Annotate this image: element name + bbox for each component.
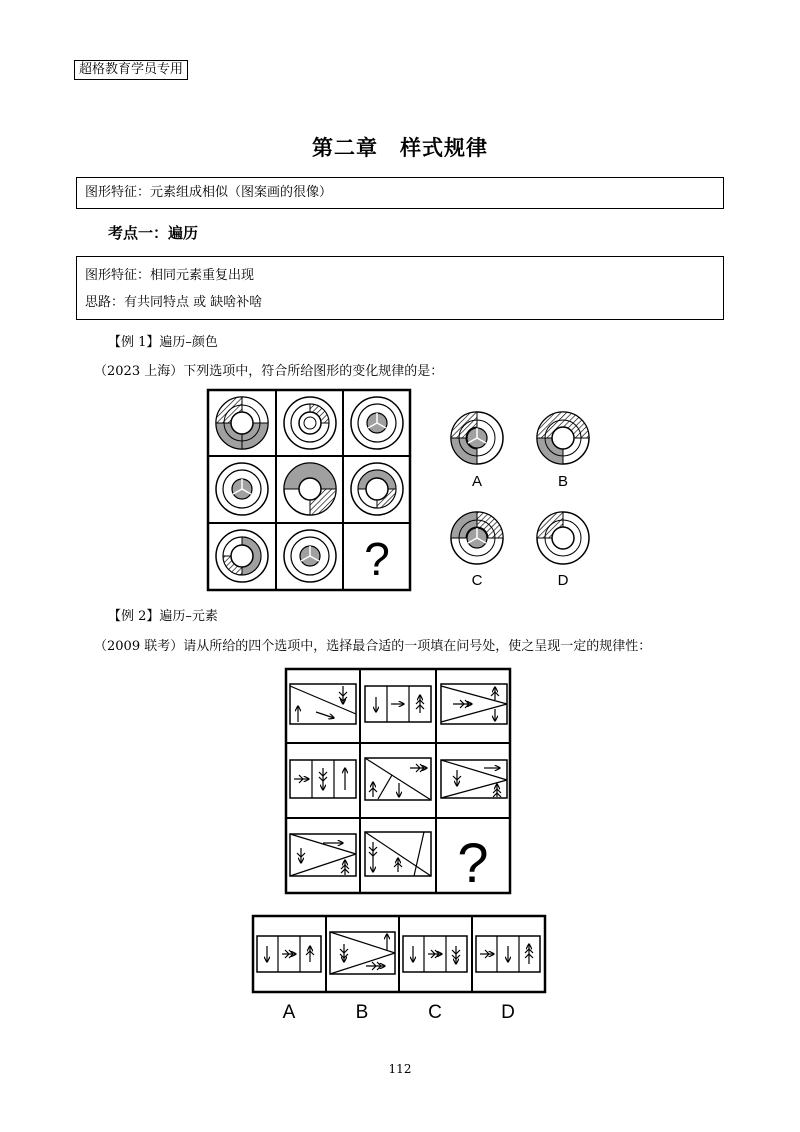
- arrow-figure: [441, 760, 507, 798]
- option-b-figure[interactable]: [330, 932, 395, 974]
- page-number: 112: [388, 1062, 412, 1076]
- arrow-figure: [290, 684, 356, 724]
- arrow-figure: [365, 686, 431, 722]
- ring-figure: [216, 530, 268, 582]
- option-a-label: A: [282, 1002, 296, 1023]
- option-a-figure[interactable]: [257, 936, 321, 972]
- feature-box: 图形特征：元素组成相似（图案画的很像）: [76, 177, 724, 209]
- kaodian-title: 考点一：遍历: [108, 224, 199, 242]
- ring-figure: [216, 463, 268, 515]
- option-d-figure[interactable]: [537, 512, 589, 564]
- example2-question-mark: ?: [457, 831, 489, 894]
- arrow-figure: [365, 832, 431, 876]
- arrow-figure: [365, 758, 431, 800]
- header-tag: 超格教育学员专用: [74, 60, 188, 80]
- arrow-figure: [290, 760, 356, 798]
- ring-figure: [351, 463, 403, 515]
- arrow-figure: [290, 834, 356, 876]
- example2-label: 【例 2】遍历–元素: [108, 609, 218, 624]
- example1-label: 【例 1】遍历–颜色: [108, 335, 218, 350]
- option-c-figure[interactable]: [403, 936, 467, 972]
- example1-figure: [205, 388, 605, 596]
- kaodian-idea: 思路：有共同特点 或 缺啥补啥: [85, 295, 263, 310]
- kaodian-box: [76, 256, 724, 320]
- chapter-title: 第二章 样式规律: [312, 135, 488, 160]
- option-a-label: A: [471, 473, 483, 490]
- example2-figure: [245, 665, 555, 1025]
- kaodian-feature: 图形特征：相同元素重复出现: [85, 268, 255, 283]
- ring-figure: [351, 397, 403, 449]
- option-c-label: C: [428, 1002, 442, 1023]
- ring-figure: [284, 530, 336, 582]
- option-c-figure[interactable]: [451, 512, 503, 564]
- option-b-label: B: [557, 473, 569, 490]
- option-c-label: C: [471, 572, 483, 589]
- option-a-figure[interactable]: [451, 412, 503, 464]
- example1-question-mark: ?: [364, 533, 390, 585]
- example1-question: （2023 上海）下列选项中，符合所给图形的变化规律的是：: [94, 364, 444, 379]
- option-d-label: D: [501, 1002, 515, 1023]
- option-d-label: D: [557, 572, 569, 589]
- example2-question: （2009 联考）请从所给的四个选项中，选择最合适的一项填在问号处，使之呈现一定的规律性：: [94, 639, 652, 654]
- option-b-label: B: [355, 1002, 369, 1023]
- arrow-figure: [441, 684, 507, 724]
- ring-figure: [284, 463, 336, 515]
- option-d-figure[interactable]: [476, 936, 540, 972]
- ring-figure: [284, 397, 336, 449]
- option-b-figure[interactable]: [537, 412, 589, 464]
- ring-figure: [216, 397, 268, 449]
